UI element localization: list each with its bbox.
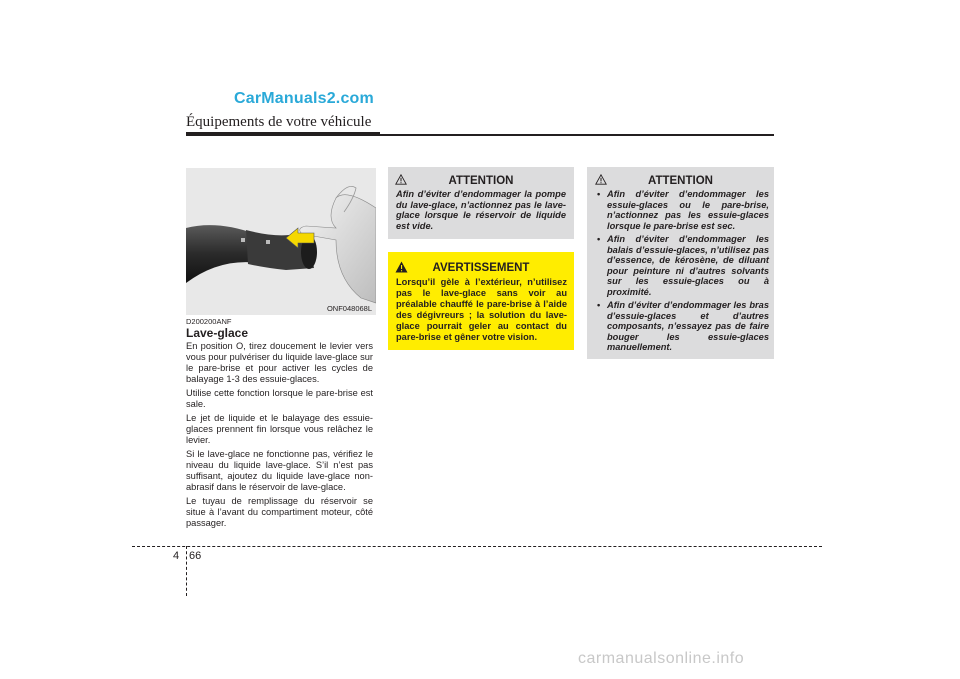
paragraph: Le tuyau de remplissage du réservoir se situe à l’avant du compartiment moteur, côté passager.: [186, 496, 373, 528]
title-underline-thin: [380, 134, 774, 136]
paragraph: Le jet de liquide et le balayage des essuie-glaces prennent fin lorsque vous relâchez le levier.: [186, 413, 373, 445]
footer-rule: [132, 546, 822, 547]
paragraph: Utilise cette fonction lorsque le pare-brise est sale.: [186, 388, 373, 409]
attention-list: [595, 189, 769, 356]
article-body: [186, 341, 373, 532]
warning-box: [388, 252, 574, 350]
attention-title: ATTENTION: [448, 175, 514, 187]
section-title: Équipements de votre véhicule: [186, 114, 372, 130]
warning-text: Lorsqu’il gèle à l’extérieur, n’utilisez pas le lave-glace sans voir au préalable chauffé le pare-brise à l’aide des dégivreurs ; la solution du lave-glace pourrait geler au contact du pare-brise et gêner votre vision.: [396, 277, 567, 342]
chapter-number: 4: [173, 550, 180, 562]
watermark-carmanuals2[interactable]: CarManuals2.com: [234, 90, 374, 107]
attention-title: ATTENTION: [648, 175, 713, 187]
wiper-lever-illustration: [186, 168, 376, 315]
figure-code: ONF048068L: [326, 304, 372, 313]
wiper-lever-photo: [186, 168, 376, 315]
warning-title: AVERTISSEMENT: [432, 262, 530, 274]
article-heading: Lave-glace: [186, 326, 249, 340]
title-underline-thick: [186, 132, 380, 136]
watermark-carmanualsonline[interactable]: carmanualsonline.info: [578, 650, 745, 667]
footer-divider: [186, 546, 187, 596]
list-item: • Afin d’éviter d’endommager les balais d’essuie-glaces, n’utilisez pas d’essence, de kérosène, de diluant pour peinture ni d’autres solvants sur les essuie-glaces ou à proximité.: [595, 234, 769, 297]
list-item: • Afin d’éviter d’endommager les bras d’essuie-glaces et d’autres composants, n’essayez pas de faire bouger les essuie-glaces manuellement.: [595, 300, 769, 353]
attention-box-wipers: [587, 167, 774, 359]
list-item: • Afin d’éviter d’endommager les essuie-glaces ou le pare-brise, n’actionnez pas les essuie-glaces lorsque le pare-brise est sec.: [595, 189, 769, 231]
paragraph: En position O, tirez doucement le levier vers vous pour pulvériser du liquide lave-glace sur le pare-brise et pour activer les cycles de balayage 1-3 des essuie-glaces.: [186, 341, 373, 384]
doc-code: D200200ANF: [186, 317, 232, 326]
attention-box-washer: [388, 167, 574, 239]
paragraph: Si le lave-glace ne fonctionne pas, vérifiez le niveau du liquide lave-glace. S’il n’est pas suffisant, ajoutez du liquide lave-glace non-abrasif dans le réservoir de lave-glace.: [186, 449, 373, 492]
attention-text: Afin d’éviter d’endommager la pompe du lave-glace, n’actionnez pas le lave-glace lorsque le réservoir de liquide est vide.: [396, 189, 566, 231]
page-number: 66: [189, 550, 202, 562]
